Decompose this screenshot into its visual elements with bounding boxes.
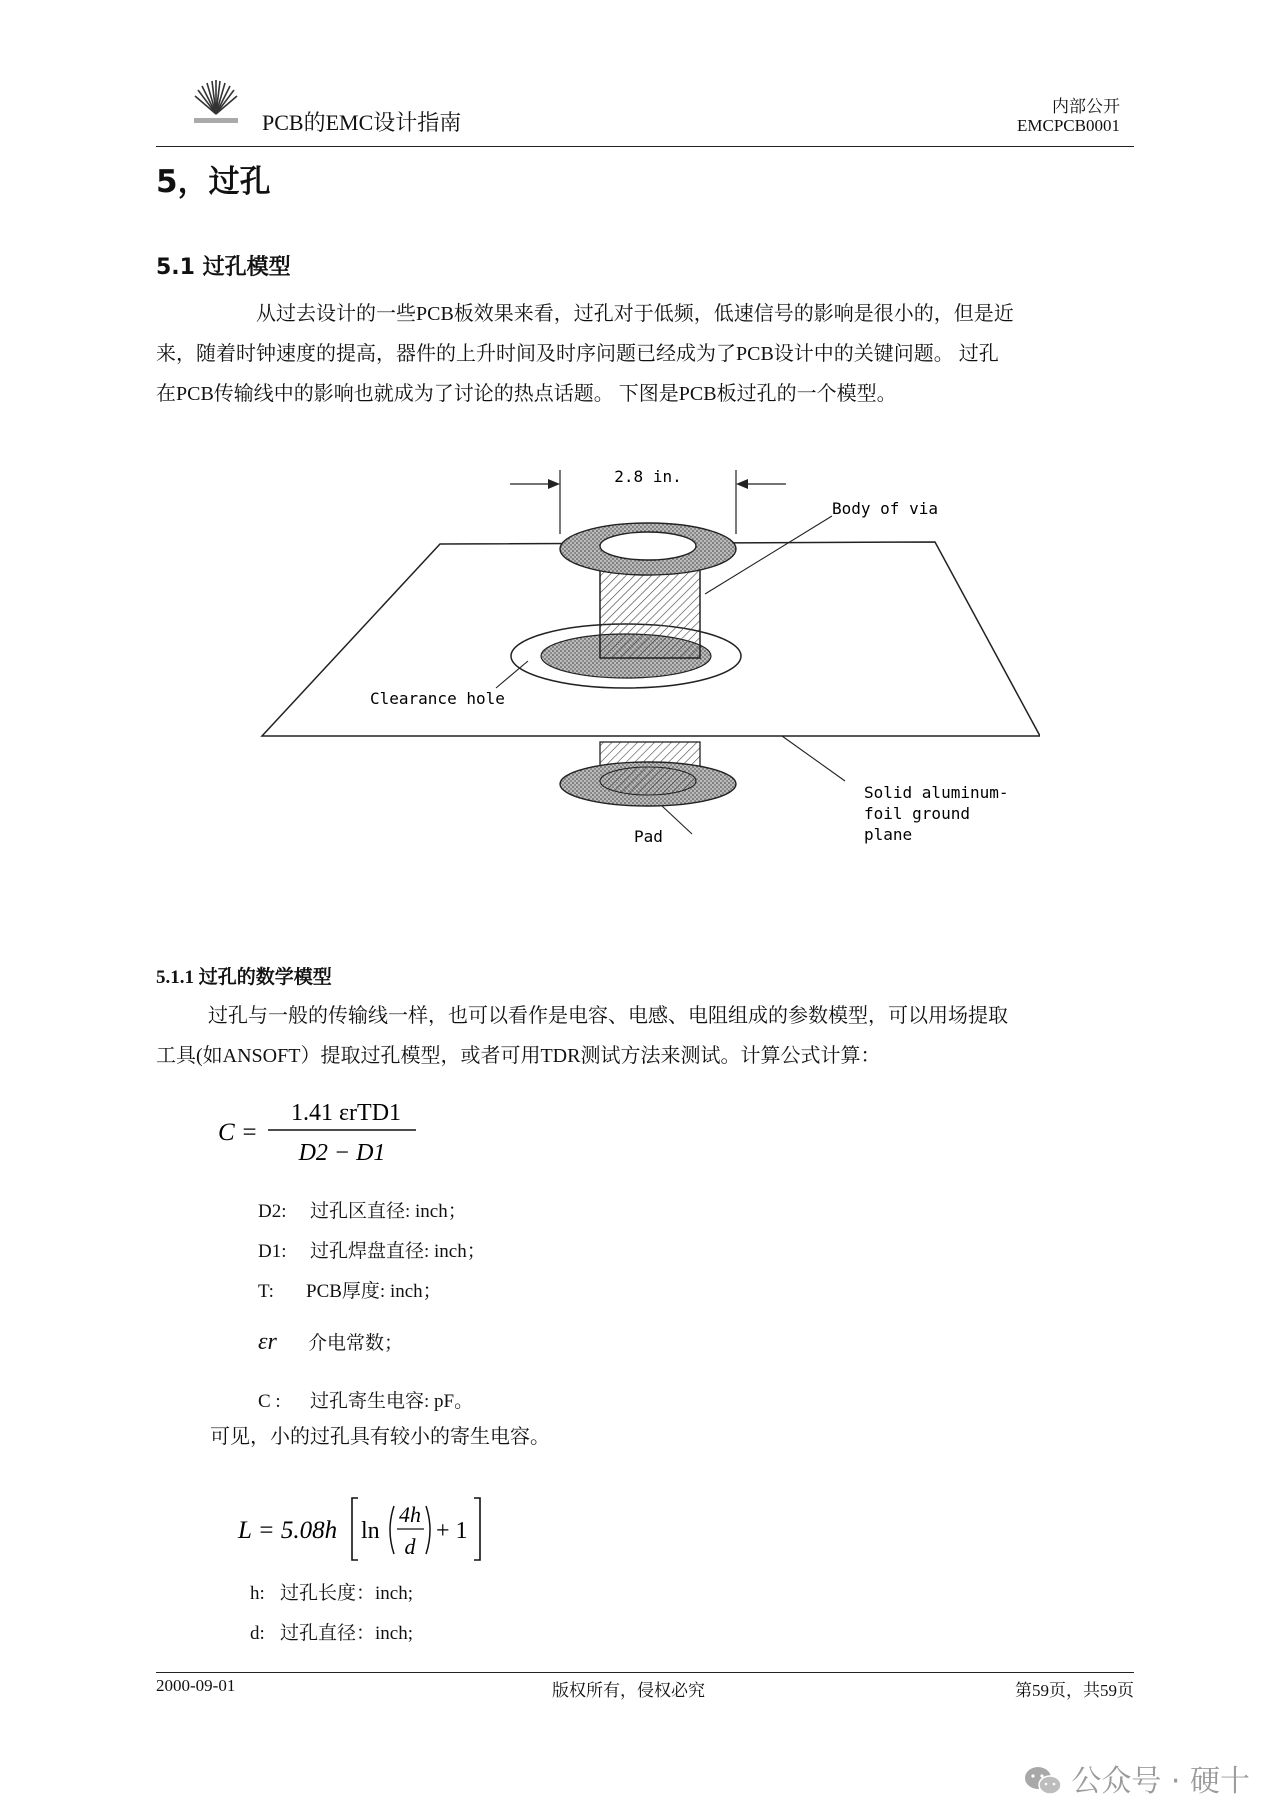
header-rule xyxy=(156,146,1134,147)
watermark xyxy=(1023,1756,1250,1800)
variable-symbol: D1: xyxy=(258,1241,287,1262)
formula-c-denominator: D2 − D1 xyxy=(298,1140,386,1166)
variable-symbol: h: xyxy=(250,1583,265,1604)
via-model-figure xyxy=(260,466,1040,876)
paragraph-line: 来，随着时钟速度的提高，器件的上升时间及时序问题已经成为了PCB设计中的关键问题。 过孔 xyxy=(156,343,999,365)
paragraph-intro xyxy=(156,294,1134,414)
variable-description: 过孔寄生电容: pF。 xyxy=(310,1391,474,1412)
paragraph-line: 过孔与一般的传输线一样，也可以看作是电容、电感、电阻组成的参数模型，可以用场提取 xyxy=(208,1005,1008,1027)
variable-description: 过孔长度：inch; xyxy=(280,1583,413,1604)
chapter-heading: 5，过孔 xyxy=(156,164,271,200)
variable-description: 过孔焊盘直径: inch； xyxy=(310,1241,486,1262)
variable-c xyxy=(258,1386,473,1413)
document-title: PCB的EMC设计指南 xyxy=(262,110,462,135)
variable-symbol: D2: xyxy=(258,1201,287,1222)
formula-c-lhs: C = xyxy=(218,1119,258,1146)
bottom-pad-barrel xyxy=(600,767,696,795)
label-ground-plane-3: plane xyxy=(864,825,913,844)
formula-l-ln: ln xyxy=(361,1518,380,1544)
classification-label: 内部公开 xyxy=(1052,97,1120,116)
variable-er xyxy=(258,1328,403,1356)
variable-symbol: εr xyxy=(258,1329,277,1355)
variable-d xyxy=(250,1618,413,1645)
variable-symbol: C : xyxy=(258,1391,281,1412)
variable-description: 过孔区直径: inch； xyxy=(310,1201,467,1222)
subsection-heading: 5.1.1 过孔的数学模型 xyxy=(156,967,332,988)
paragraph-line: 工具(如ANSOFT）提取过孔模型，或者可用TDR测试方法来测试。计算公式计算： xyxy=(156,1045,881,1067)
variable-symbol: T: xyxy=(258,1281,274,1302)
huawei-logo xyxy=(184,74,248,130)
capacitance-conclusion: 可见，小的过孔具有较小的寄生电容。 xyxy=(210,1426,550,1448)
label-body-of-via: Body of via xyxy=(832,499,938,518)
variable-d1 xyxy=(258,1236,486,1263)
variable-t xyxy=(258,1276,442,1303)
footer-page-number: 第59页，共59页 xyxy=(1015,1681,1134,1700)
variable-description: 过孔直径：inch; xyxy=(280,1623,413,1644)
watermark-text: 公众号 · 硬十 xyxy=(1071,1764,1250,1799)
variable-d2 xyxy=(258,1196,467,1223)
footer-rule xyxy=(156,1672,1134,1673)
dimension-label: 2.8 in. xyxy=(614,467,682,486)
capacitance-formula xyxy=(216,1092,416,1172)
variable-symbol: d: xyxy=(250,1623,265,1644)
formula-l-tail: + 1 xyxy=(436,1518,468,1544)
paragraph-math-model xyxy=(156,996,1134,1076)
wechat-icon xyxy=(1023,1765,1063,1797)
paragraph-line: 从过去设计的一些PCB板效果来看，过孔对于低频，低速信号的影响是很小的，但是近 xyxy=(256,303,1014,325)
label-ground-plane-1: Solid aluminum- xyxy=(864,783,1009,802)
variable-h xyxy=(250,1578,413,1605)
section-heading: 5.1 过孔模型 xyxy=(156,255,291,280)
formula-l-numerator: 4h xyxy=(399,1502,421,1527)
label-clearance-hole: Clearance hole xyxy=(370,689,505,708)
formula-l-denominator: d xyxy=(404,1534,416,1559)
label-pad: Pad xyxy=(634,827,663,846)
variable-description: 介电常数； xyxy=(308,1333,404,1354)
formula-l-lhs: L = 5.08h xyxy=(238,1517,338,1544)
paragraph-line: 在PCB传输线中的影响也就成为了讨论的热点话题。 下图是PCB板过孔的一个模型。 xyxy=(156,383,897,405)
footer-copyright: 版权所有，侵权必究 xyxy=(552,1681,705,1700)
label-ground-plane-2: foil ground xyxy=(864,804,970,823)
top-pad-hole xyxy=(600,532,696,560)
inductance-formula xyxy=(236,1486,496,1568)
footer-date: 2000-09-01 xyxy=(156,1676,236,1695)
document-code: EMCPCB0001 xyxy=(1017,116,1120,135)
variable-description: PCB厚度: inch； xyxy=(306,1281,442,1302)
formula-c-numerator: 1.41 εrTD1 xyxy=(290,1100,402,1126)
